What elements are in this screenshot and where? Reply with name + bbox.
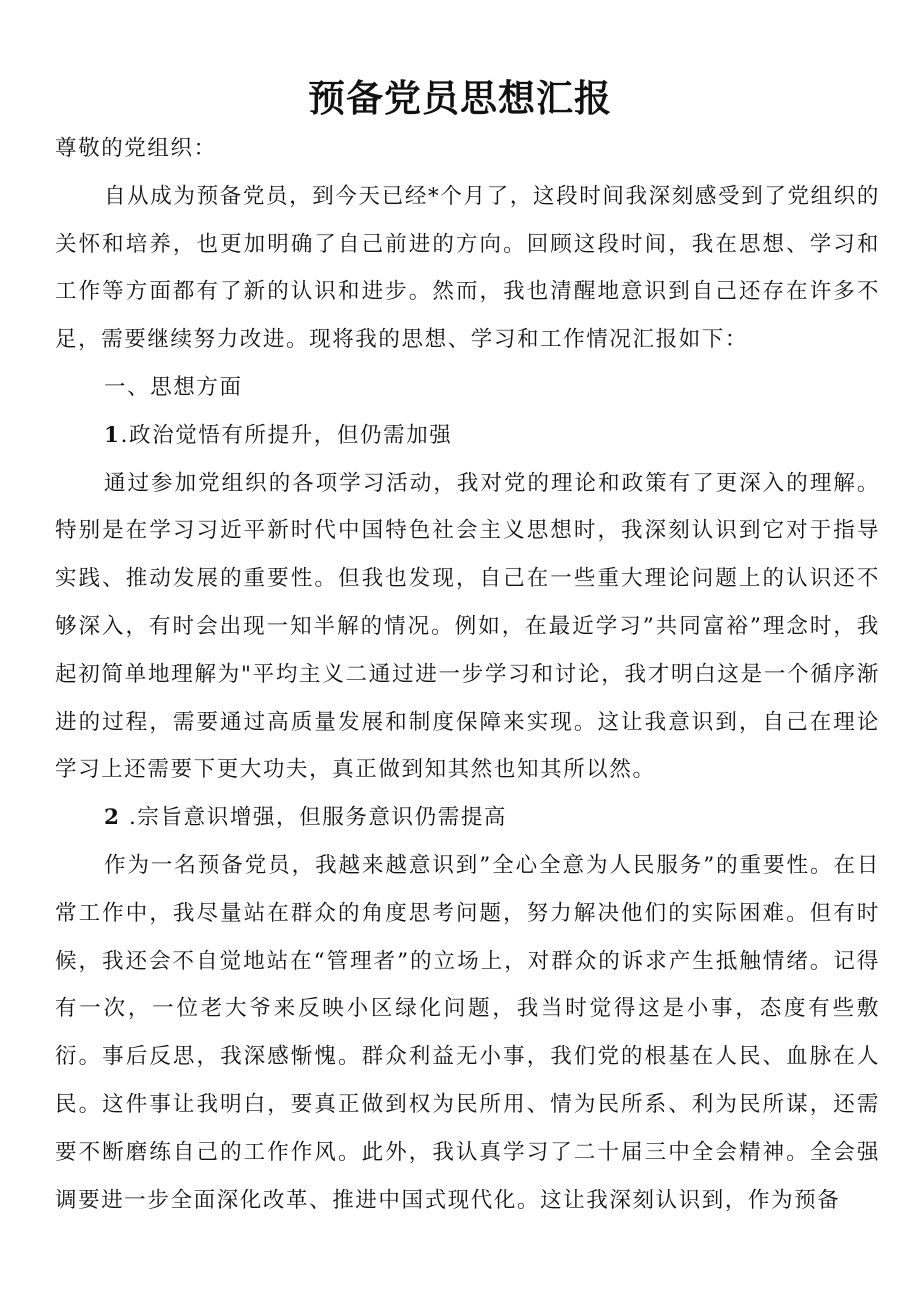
subsection-heading-1 <box>55 412 880 460</box>
document-title: 预备党员思想汇报 <box>308 77 612 120</box>
subsection-heading-2 <box>55 794 880 842</box>
subsection-title-1: .政治觉悟有所提升，但仍需加强 <box>120 422 453 448</box>
subsection-number-2: 2 <box>104 805 121 831</box>
subsection-title-2: .宗旨意识增强，但服务意识仍需提高 <box>120 805 508 831</box>
section-heading-thought: 一、思想方面 <box>104 374 243 400</box>
salutation: 尊敬的党组织： <box>55 136 217 161</box>
intro-paragraph: 自从成为预备党员，到今天已经*个月了，这段时间我深刻感受到了党组织的关怀和培养，也更加明确了自己前进的方向。回顾这段时间，我在思想、学习和工作等方面都有了新的认识和进步。然而，我也清醒地意识到自己还存在许多不足，需要继续努力改进。现将我的思想、学习和工作情况汇报如下： <box>55 183 880 353</box>
subsection-paragraph-2: 作为一名预备党员，我越来越意识到”全心全意为人民服务”的重要性。在日常工作中，我尽量站在群众的角度思考问题，努力解决他们的实际困难。但有时候，我还会不自觉地站在“管理者”的立场上，对群众的诉求产生抵触情绪。记得有一次，一位老大爷来反映小区绿化问题，我当时觉得这是小事，态度有些敷衍。事后反思，我深感惭愧。群众利益无小事，我们党的根基在人民、血脉在人民。这件事让我明白，要真正做到权为民所用、情为民所系、利为民所谋，还需要不断磨练自己的工作作风。此外，我认真学习了二十届三中全会精神。全会强调要进一步全面深化改革、推进中国式现代化。这让我深刻认识到，作为预备 <box>55 852 880 1213</box>
subsection-paragraph-1: 通过参加党组织的各项学习活动，我对党的理论和政策有了更深入的理解。特别是在学习习近平新时代中国特色社会主义思想时，我深刻认识到它对于指导实践、推动发展的重要性。但我也发现，自己在一些重大理论问题上的认识还不够深入，有时会出现一知半解的情况。例如，在最近学习”共同富裕”理念时，我起初简单地理解为"平均主义二通过进一步学习和讨论，我才明白这是一个循序渐进的过程，需要通过高质量发展和制度保障来实现。这让我意识到，自己在理论学习上还需要下更大功夫，真正做到知其然也知其所以然。 <box>55 470 880 783</box>
document-body <box>55 125 880 1224</box>
subsection-number-1: 1 <box>104 422 121 448</box>
